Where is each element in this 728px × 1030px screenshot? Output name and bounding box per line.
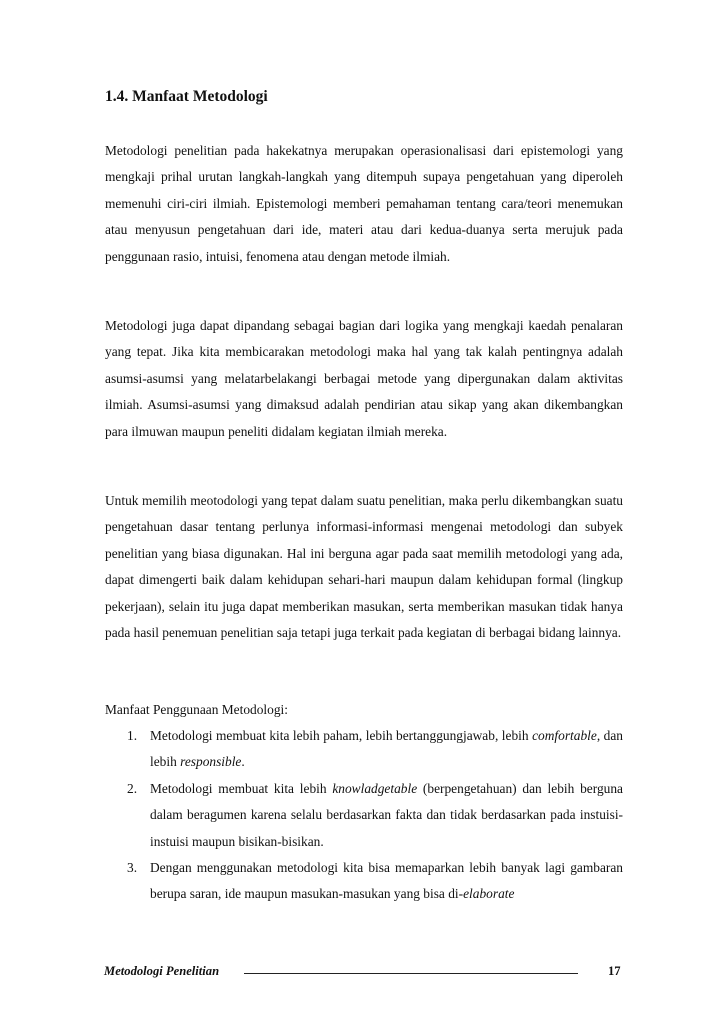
list-text: . xyxy=(241,754,245,770)
section-heading: 1.4. Manfaat Metodologi xyxy=(105,88,268,105)
list-text: , dan lebih xyxy=(150,728,624,770)
list-italic-term: comfortable xyxy=(532,728,597,743)
list-number: 1. xyxy=(127,728,138,743)
list-heading: Manfaat Penggunaan Metodologi: xyxy=(105,702,288,717)
paragraph-3: Untuk memilih meotodologi yang tepat dalam suatu penelitian, maka perlu dikembangkan suatu pengetahuan dasar tentang perlunya informasi-informasi mengenai metodologi dan subyek penelitian yang biasa digunakan. Hal ini berguna agar pada saat memilih metodologi yang ada, dapat dimengerti baik dalam kehidupan sehari-hari maupun dalam kehidupan formal (lingkup pekerjaan), selain itu juga dapat memberikan masukan, serta memberikan masukan tidak hanya pada hasil penemuan penelitian saja tetapi juga terkait pada kegiatan di berbagai bidang lainnya. xyxy=(105,493,623,641)
list-italic-term: elaborate xyxy=(463,886,515,902)
list-text: Metodologi membuat kita lebih paham, lebih bertanggungjawab, lebih xyxy=(150,728,533,743)
list-number: 2. xyxy=(127,780,138,796)
list-number: 3. xyxy=(127,860,138,876)
benefits-list xyxy=(105,723,623,908)
list-text: (berpengetahuan) dan lebih berguna dalam beragumen karena selalu berdasarkan fakta dan tidak berdasarkan pada instuisi-instuisi maupun bisikan-bisikan. xyxy=(150,780,623,849)
footer-rule xyxy=(244,973,578,974)
footer-title: Metodologi Penelitian xyxy=(104,964,220,978)
paragraph-2: Metodologi juga dapat dipandang sebagai bagian dari logika yang mengkaji kaedah penalaran yang tepat. Jika kita membicarakan metodologi maka hal yang tak kalah pentingnya adalah asumsi-asumsi yang melatarbelakangi berbagai metode yang dipergunakan dalam aktivitas ilmiah. Asumsi-asumsi yang dimaksud adalah pendirian atau sikap yang akan dikembangkan para ilmuwan maupun peneliti didalam kegiatan ilmiah mereka. xyxy=(105,318,623,439)
list-item-2 xyxy=(105,776,623,855)
list-text: Dengan menggunakan metodologi kita bisa memaparkan lebih banyak lagi gambaran berupa saran, ide maupun masukan-masukan yang bisa di- xyxy=(150,860,623,902)
list-text: Metodologi membuat kita lebih xyxy=(150,780,333,796)
list-italic-term: responsible xyxy=(180,754,242,770)
list-italic-term: knowladgetable xyxy=(332,780,418,796)
page-number: 17 xyxy=(608,964,621,978)
list-item-3 xyxy=(105,855,623,908)
list-item-1 xyxy=(105,723,623,776)
paragraph-1: Metodologi penelitian pada hakekatnya merupakan operasionalisasi dari epistemologi yang mengkaji prihal urutan langkah-langkah yang ditempuh supaya pengetahuan yang diperoleh memenuhi ciri-ciri ilmiah. Epistemologi memberi pemahaman tentang cara/teori menemukan atau menyusun pengetahuan dari ide, materi atau dari kedua-duanya serta merujuk pada penggunaan rasio, intuisi, fenomena atau dengan metode ilmiah. xyxy=(105,143,623,264)
